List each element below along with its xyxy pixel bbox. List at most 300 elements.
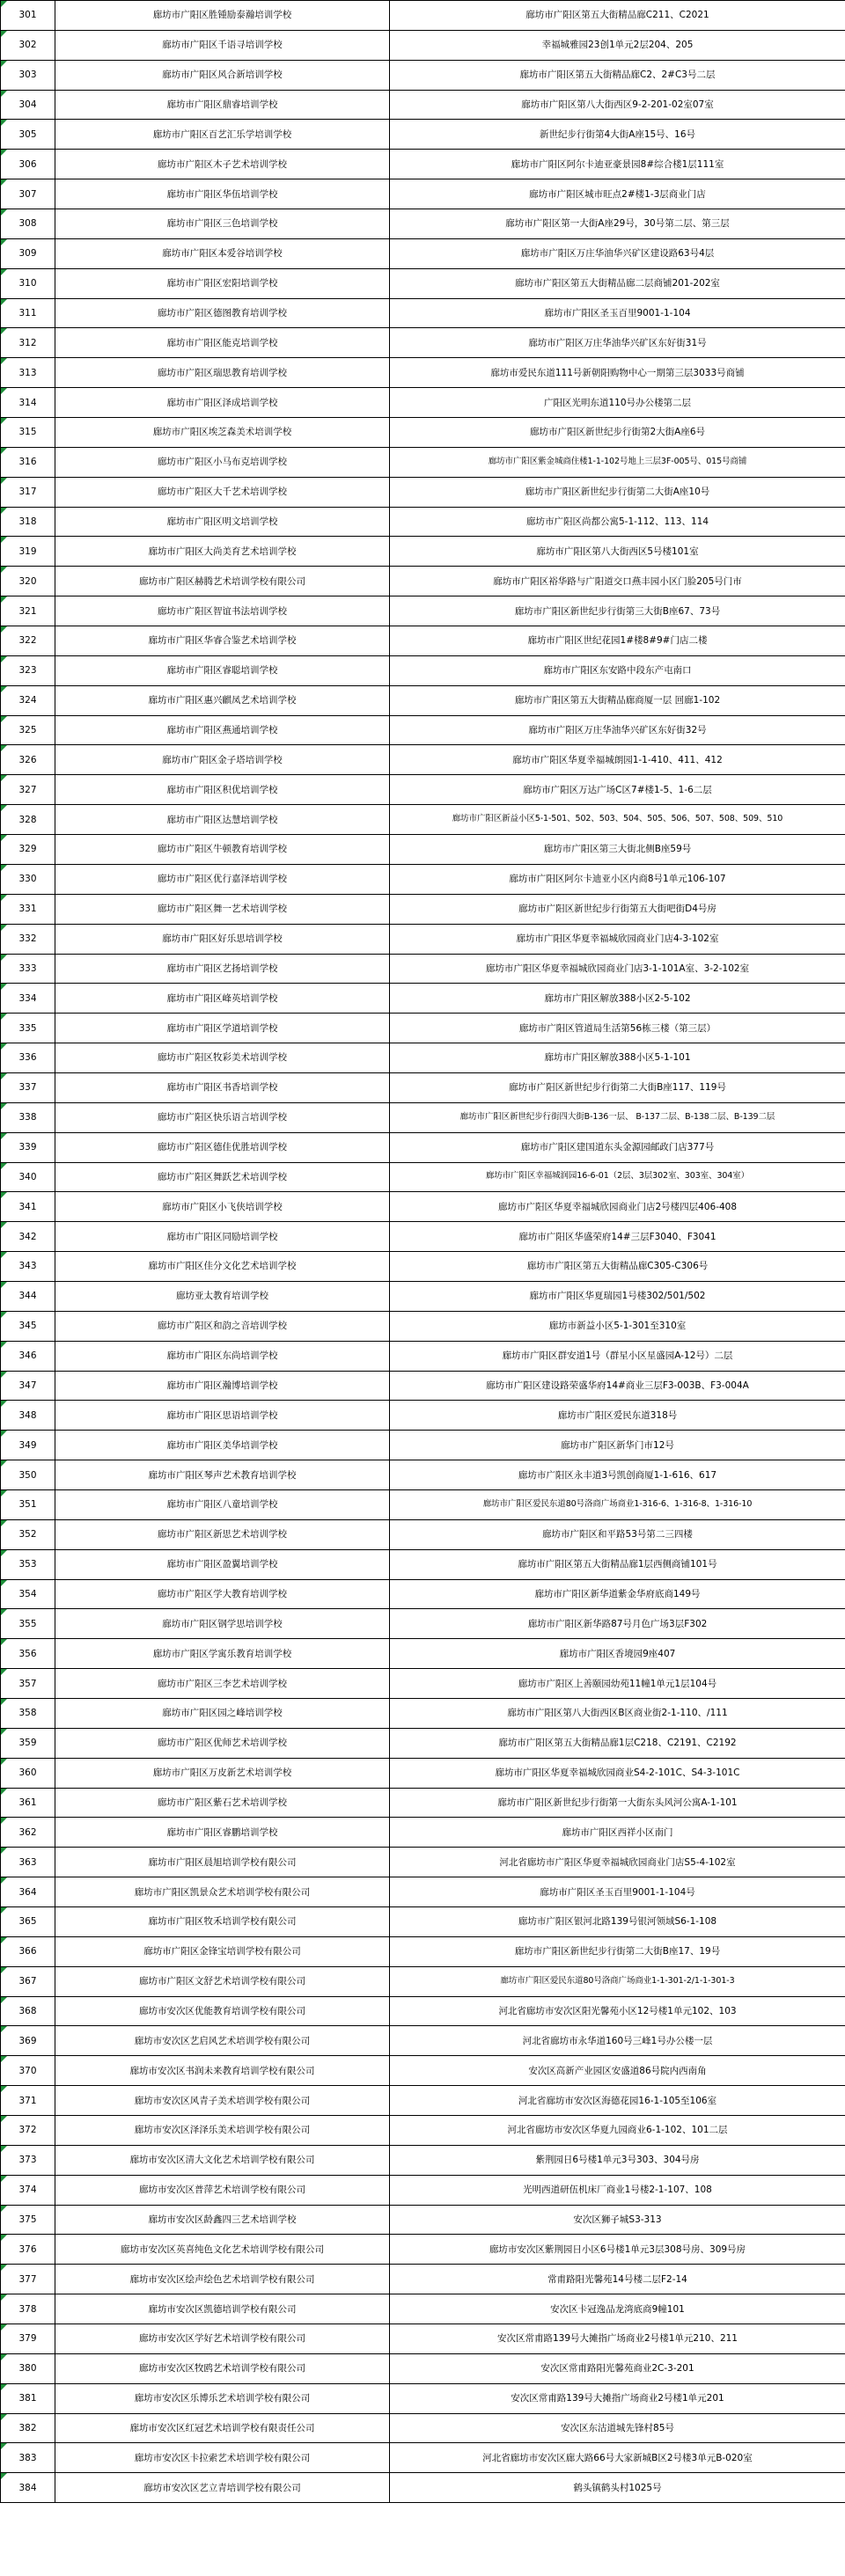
row-number-cell[interactable]: 323 xyxy=(1,655,55,685)
table-row[interactable] xyxy=(1,1788,845,1818)
table-row[interactable] xyxy=(1,894,845,924)
school-name-cell[interactable]: 廊坊市广阳区新思艺术培训学校 xyxy=(55,1519,390,1549)
table-row[interactable] xyxy=(1,924,845,954)
address-cell[interactable]: 廊坊市广阳区第五大街精品廊二层商铺201-202室 xyxy=(390,268,845,298)
row-number-cell[interactable]: 328 xyxy=(1,805,55,835)
row-number-cell[interactable]: 329 xyxy=(1,835,55,865)
address-cell[interactable]: 廊坊市广阳区管道局生活第56栋三楼（第三层） xyxy=(390,1014,845,1043)
address-cell[interactable]: 廊坊市广阳区银河北路139号银河领域S6-1-108 xyxy=(390,1907,845,1937)
address-cell[interactable]: 廊坊市广阳区新世纪步行街第二大街A座10号 xyxy=(390,477,845,507)
row-number-cell[interactable]: 373 xyxy=(1,2145,55,2175)
table-row[interactable] xyxy=(1,1132,845,1162)
row-number-cell[interactable]: 325 xyxy=(1,715,55,745)
row-number-cell[interactable]: 326 xyxy=(1,745,55,775)
row-number-cell[interactable]: 368 xyxy=(1,1996,55,2026)
school-name-cell[interactable]: 廊坊市广阳区百艺汇乐学培训学校 xyxy=(55,120,390,150)
address-cell[interactable]: 廊坊市广阳区万庄华油华兴矿区建设路63号4层 xyxy=(390,238,845,268)
school-name-cell[interactable]: 廊坊市安次区学好艺术培训学校有限公司 xyxy=(55,2324,390,2354)
school-name-cell[interactable]: 廊坊市安次区牧鸥艺术培训学校有限公司 xyxy=(55,2353,390,2383)
row-number-cell[interactable]: 318 xyxy=(1,507,55,537)
row-number-cell[interactable]: 351 xyxy=(1,1489,55,1519)
address-cell[interactable]: 廊坊市广阳区新华道紫金华府底商149号 xyxy=(390,1579,845,1609)
table-row[interactable] xyxy=(1,1848,845,1877)
school-name-cell[interactable]: 廊坊市广阳区学大教育培训学校 xyxy=(55,1579,390,1609)
address-cell[interactable]: 安次区东沽道城先锋村85号 xyxy=(390,2413,845,2443)
table-row[interactable] xyxy=(1,2145,845,2175)
row-number-cell[interactable]: 347 xyxy=(1,1371,55,1401)
table-row[interactable] xyxy=(1,537,845,567)
table-row[interactable] xyxy=(1,120,845,150)
address-cell[interactable]: 新世纪步行街第4大街A座15号、16号 xyxy=(390,120,845,150)
address-cell[interactable]: 廊坊市广阳区第八大街西区5号楼101室 xyxy=(390,537,845,567)
row-number-cell[interactable]: 320 xyxy=(1,567,55,596)
address-cell[interactable]: 廊坊市广阳区第一大街A座29号，30号第二层、第三层 xyxy=(390,209,845,239)
row-number-cell[interactable]: 363 xyxy=(1,1848,55,1877)
address-cell[interactable]: 廊坊市广阳区第五大街精品廊商厦一层 回廊1-102 xyxy=(390,685,845,715)
row-number-cell[interactable]: 372 xyxy=(1,2116,55,2146)
table-row[interactable] xyxy=(1,1102,845,1132)
table-row[interactable] xyxy=(1,1281,845,1311)
school-name-cell[interactable]: 廊坊市广阳区八童培训学校 xyxy=(55,1489,390,1519)
table-row[interactable] xyxy=(1,1818,845,1848)
row-number-cell[interactable]: 306 xyxy=(1,150,55,179)
address-cell[interactable]: 廊坊市广阳区爱民东道318号 xyxy=(390,1401,845,1431)
table-row[interactable] xyxy=(1,1549,845,1579)
address-cell[interactable]: 廊坊市广阳区阿尔卡迪亚豪景园8#综合楼1层111室 xyxy=(390,150,845,179)
address-cell[interactable]: 廊坊市广阳区新世纪步行街第二大街B座117、119号 xyxy=(390,1072,845,1102)
school-name-cell[interactable]: 廊坊市广阳区优师艺术培训学校 xyxy=(55,1728,390,1758)
address-cell[interactable]: 廊坊市广阳区永丰道3号凯创商厦1-1-616、617 xyxy=(390,1460,845,1490)
row-number-cell[interactable]: 302 xyxy=(1,30,55,60)
table-row[interactable] xyxy=(1,1460,845,1490)
school-name-cell[interactable]: 廊坊市广阳区学道培训学校 xyxy=(55,1014,390,1043)
school-name-cell[interactable]: 廊坊市广阳区胜锺励泰瀚培训学校 xyxy=(55,1,390,31)
table-row[interactable] xyxy=(1,1401,845,1431)
school-name-cell[interactable]: 廊坊市广阳区艺扬培训学校 xyxy=(55,954,390,984)
table-row[interactable] xyxy=(1,1431,845,1460)
school-name-cell[interactable]: 廊坊市广阳区华伍培训学校 xyxy=(55,179,390,209)
address-cell[interactable]: 廊坊市广阳区新世纪步行街四大街B-136一层、 B-137二层、B-138二层、B-139二层 xyxy=(390,1102,845,1132)
school-name-cell[interactable]: 廊坊市广阳区能克培训学校 xyxy=(55,328,390,358)
address-cell[interactable]: 廊坊市广阳区新华路87号月色广场3层F302 xyxy=(390,1609,845,1639)
table-row[interactable] xyxy=(1,2205,845,2235)
row-number-cell[interactable]: 360 xyxy=(1,1758,55,1788)
address-cell[interactable]: 廊坊市广阳区万达广场C区7#楼1-5、1-6二层 xyxy=(390,775,845,805)
row-number-cell[interactable]: 321 xyxy=(1,596,55,626)
school-name-cell[interactable]: 廊坊市广阳区同励培训学校 xyxy=(55,1222,390,1252)
school-name-cell[interactable]: 廊坊市安次区龄鑫四三艺术培训学校 xyxy=(55,2205,390,2235)
school-name-cell[interactable]: 廊坊市广阳区盈翼培训学校 xyxy=(55,1549,390,1579)
school-name-cell[interactable]: 廊坊市广阳区和韵之音培训学校 xyxy=(55,1311,390,1341)
table-row[interactable] xyxy=(1,1043,845,1073)
table-row[interactable] xyxy=(1,984,845,1014)
school-name-cell[interactable]: 廊坊市广阳区德图教育培训学校 xyxy=(55,298,390,328)
row-number-cell[interactable]: 356 xyxy=(1,1639,55,1669)
school-name-cell[interactable]: 廊坊市广阳区三李艺术培训学校 xyxy=(55,1669,390,1699)
address-cell[interactable]: 廊坊市广阳区爱民东道80号洛商广场商业1-316-6、1-316-8、1-316-10 xyxy=(390,1489,845,1519)
table-row[interactable] xyxy=(1,864,845,894)
table-row[interactable] xyxy=(1,1311,845,1341)
row-number-cell[interactable]: 327 xyxy=(1,775,55,805)
row-number-cell[interactable]: 358 xyxy=(1,1698,55,1728)
row-number-cell[interactable]: 384 xyxy=(1,2473,55,2503)
table-row[interactable] xyxy=(1,298,845,328)
table-row[interactable] xyxy=(1,2056,845,2086)
row-number-cell[interactable]: 312 xyxy=(1,328,55,358)
row-number-cell[interactable]: 343 xyxy=(1,1252,55,1282)
school-name-cell[interactable]: 廊坊市广阳区凯景众艺术培训学校有限公司 xyxy=(55,1877,390,1907)
row-number-cell[interactable]: 348 xyxy=(1,1401,55,1431)
row-number-cell[interactable]: 334 xyxy=(1,984,55,1014)
address-cell[interactable]: 廊坊市广阳区新世纪步行街第二大街B座17、19号 xyxy=(390,1936,845,1966)
row-number-cell[interactable]: 339 xyxy=(1,1132,55,1162)
row-number-cell[interactable]: 333 xyxy=(1,954,55,984)
school-name-cell[interactable]: 廊坊市广阳区舞一艺术培训学校 xyxy=(55,894,390,924)
row-number-cell[interactable]: 314 xyxy=(1,388,55,418)
school-name-cell[interactable]: 廊坊市安次区凯德培训学校有限公司 xyxy=(55,2294,390,2324)
row-number-cell[interactable]: 366 xyxy=(1,1936,55,1966)
school-name-cell[interactable]: 廊坊市广阳区大尚美育艺术培训学校 xyxy=(55,537,390,567)
address-cell[interactable]: 廊坊市广阳区解放388小区5-1-101 xyxy=(390,1043,845,1073)
address-cell[interactable]: 廊坊市广阳区解放388小区2-5-102 xyxy=(390,984,845,1014)
school-name-cell[interactable]: 廊坊市安次区书润未来教育培训学校有限公司 xyxy=(55,2056,390,2086)
row-number-cell[interactable]: 383 xyxy=(1,2443,55,2473)
address-cell[interactable]: 安次区卡冠逸品龙湾底商9幢101 xyxy=(390,2294,845,2324)
row-number-cell[interactable]: 308 xyxy=(1,209,55,239)
table-row[interactable] xyxy=(1,238,845,268)
table-row[interactable] xyxy=(1,1996,845,2026)
row-number-cell[interactable]: 310 xyxy=(1,268,55,298)
row-number-cell[interactable]: 337 xyxy=(1,1072,55,1102)
school-name-cell[interactable]: 廊坊市广阳区牧彩美术培训学校 xyxy=(55,1043,390,1073)
table-row[interactable] xyxy=(1,2294,845,2324)
school-name-cell[interactable]: 廊坊市广阳区金子塔培训学校 xyxy=(55,745,390,775)
school-name-cell[interactable]: 廊坊市广阳区牛顿教育培训学校 xyxy=(55,835,390,865)
address-cell[interactable]: 河北省廊坊市广阳区华夏幸福城欣园商业门店S5-4-102室 xyxy=(390,1848,845,1877)
address-cell[interactable]: 廊坊市广阳区第五大街精品廊C2、2#C3号二层 xyxy=(390,60,845,90)
school-name-cell[interactable]: 廊坊市广阳区宏阳培训学校 xyxy=(55,268,390,298)
table-row[interactable] xyxy=(1,715,845,745)
table-row[interactable] xyxy=(1,2473,845,2503)
school-name-cell[interactable]: 廊坊市广阳区舞跃艺术培训学校 xyxy=(55,1162,390,1192)
table-row[interactable] xyxy=(1,2443,845,2473)
address-cell[interactable]: 光明西道研伍机床厂商业1号楼2-1-107、108 xyxy=(390,2175,845,2205)
table-row[interactable] xyxy=(1,209,845,239)
table-row[interactable] xyxy=(1,626,845,656)
address-cell[interactable]: 鹤头镇鹤头村1025号 xyxy=(390,2473,845,2503)
row-number-cell[interactable]: 340 xyxy=(1,1162,55,1192)
address-cell[interactable]: 廊坊市广阳区华夏幸福城欣园商业门店3-1-101A室、3-2-102室 xyxy=(390,954,845,984)
address-cell[interactable]: 廊坊市广阳区西祥小区南门 xyxy=(390,1818,845,1848)
school-name-cell[interactable]: 廊坊市广阳区文舒艺术培训学校有限公司 xyxy=(55,1966,390,1996)
row-number-cell[interactable]: 335 xyxy=(1,1014,55,1043)
school-name-cell[interactable]: 廊坊市广阳区明文培训学校 xyxy=(55,507,390,537)
row-number-cell[interactable]: 313 xyxy=(1,358,55,388)
row-number-cell[interactable]: 346 xyxy=(1,1341,55,1371)
row-number-cell[interactable]: 316 xyxy=(1,447,55,477)
row-number-cell[interactable]: 301 xyxy=(1,1,55,31)
row-number-cell[interactable]: 349 xyxy=(1,1431,55,1460)
school-name-cell[interactable]: 廊坊市广阳区鼎睿培训学校 xyxy=(55,90,390,120)
address-cell[interactable]: 廊坊市广阳区新益小区5-1-501、502、503、504、505、506、507、508、509、510 xyxy=(390,805,845,835)
school-name-cell[interactable]: 廊坊市广阳区本爱谷培训学校 xyxy=(55,238,390,268)
table-row[interactable] xyxy=(1,2116,845,2146)
table-row[interactable] xyxy=(1,1,845,31)
school-name-cell[interactable]: 廊坊市广阳区华睿合鉴艺术培训学校 xyxy=(55,626,390,656)
address-cell[interactable]: 廊坊市广阳区第五大街精品廊1层西侧商铺101号 xyxy=(390,1549,845,1579)
address-cell[interactable]: 廊坊市广阳区香境园9座407 xyxy=(390,1639,845,1669)
table-row[interactable] xyxy=(1,805,845,835)
school-name-cell[interactable]: 廊坊市广阳区小飞侠培训学校 xyxy=(55,1192,390,1222)
table-row[interactable] xyxy=(1,655,845,685)
table-row[interactable] xyxy=(1,30,845,60)
address-cell[interactable]: 廊坊市广阳区新世纪步行街第2大街A座6号 xyxy=(390,418,845,448)
table-row[interactable] xyxy=(1,1728,845,1758)
address-cell[interactable]: 幸福城雅园23创1单元2层204、205 xyxy=(390,30,845,60)
school-name-cell[interactable]: 廊坊市广阳区木子艺术培训学校 xyxy=(55,150,390,179)
school-name-cell[interactable]: 廊坊市广阳区优行嘉泽培训学校 xyxy=(55,864,390,894)
address-cell[interactable]: 廊坊市广阳区尚都公寓5-1-112、113、114 xyxy=(390,507,845,537)
school-name-cell[interactable]: 廊坊市广阳区美华培训学校 xyxy=(55,1431,390,1460)
table-row[interactable] xyxy=(1,1609,845,1639)
address-cell[interactable]: 廊坊市广阳区第八大街西区B区商业街2-1-110、/111 xyxy=(390,1698,845,1728)
school-name-cell[interactable]: 廊坊市广阳区泽成培训学校 xyxy=(55,388,390,418)
table-row[interactable] xyxy=(1,2265,845,2294)
address-cell[interactable]: 廊坊市广阳区和平路53号第二三四楼 xyxy=(390,1519,845,1549)
address-cell[interactable]: 河北省廊坊市安次区阳光馨苑小区12号楼1单元102、103 xyxy=(390,1996,845,2026)
address-cell[interactable]: 安次区狮子城S3-313 xyxy=(390,2205,845,2235)
table-row[interactable] xyxy=(1,954,845,984)
school-name-cell[interactable]: 廊坊市广阳区三色培训学校 xyxy=(55,209,390,239)
school-name-cell[interactable]: 廊坊市安次区泽泽乐美术培训学校有限公司 xyxy=(55,2116,390,2146)
row-number-cell[interactable]: 319 xyxy=(1,537,55,567)
table-row[interactable] xyxy=(1,1014,845,1043)
table-row[interactable] xyxy=(1,596,845,626)
table-row[interactable] xyxy=(1,1877,845,1907)
row-number-cell[interactable]: 369 xyxy=(1,2026,55,2056)
school-name-cell[interactable]: 廊坊市广阳区风合新培训学校 xyxy=(55,60,390,90)
address-cell[interactable]: 廊坊市广阳区幸福城润园16-6-01（2层、3层302室、303室、304室） xyxy=(390,1162,845,1192)
address-cell[interactable]: 廊坊市广阳区华夏幸福城朗园1-1-410、411、412 xyxy=(390,745,845,775)
row-number-cell[interactable]: 382 xyxy=(1,2413,55,2443)
row-number-cell[interactable]: 375 xyxy=(1,2205,55,2235)
school-name-cell[interactable]: 廊坊市安次区艺启风艺术培训学校有限公司 xyxy=(55,2026,390,2056)
table-row[interactable] xyxy=(1,1579,845,1609)
table-row[interactable] xyxy=(1,150,845,179)
table-row[interactable] xyxy=(1,745,845,775)
address-cell[interactable]: 廊坊市广阳区华夏幸福城欣园商业S4-2-101C、S4-3-101C xyxy=(390,1758,845,1788)
address-cell[interactable]: 廊坊市广阳区新世纪步行街第一大街东头风河公寓A-1-101 xyxy=(390,1788,845,1818)
table-row[interactable] xyxy=(1,388,845,418)
school-name-cell[interactable]: 廊坊市广阳区睿聪培训学校 xyxy=(55,655,390,685)
table-row[interactable] xyxy=(1,2235,845,2265)
school-name-cell[interactable]: 廊坊市安次区卡拉索艺术培训学校有限公司 xyxy=(55,2443,390,2473)
row-number-cell[interactable]: 342 xyxy=(1,1222,55,1252)
school-name-cell[interactable]: 廊坊市广阳区瀚博培训学校 xyxy=(55,1371,390,1401)
address-cell[interactable]: 廊坊市广阳区裕华路与广阳道交口燕丰园小区门脸205号门市 xyxy=(390,567,845,596)
table-row[interactable] xyxy=(1,1072,845,1102)
row-number-cell[interactable]: 324 xyxy=(1,685,55,715)
school-name-cell[interactable]: 廊坊市广阳区学寓乐教育培训学校 xyxy=(55,1639,390,1669)
row-number-cell[interactable]: 315 xyxy=(1,418,55,448)
address-cell[interactable]: 廊坊市广阳区圣玉百里9001-1-104 xyxy=(390,298,845,328)
table-row[interactable] xyxy=(1,567,845,596)
table-row[interactable] xyxy=(1,2175,845,2205)
school-name-cell[interactable]: 廊坊市广阳区埃芝森美术培训学校 xyxy=(55,418,390,448)
table-row[interactable] xyxy=(1,1639,845,1669)
school-name-cell[interactable]: 廊坊市广阳区好乐思培训学校 xyxy=(55,924,390,954)
address-cell[interactable]: 廊坊市广阳区第五大街精品廊C305-C306号 xyxy=(390,1252,845,1282)
address-cell[interactable]: 廊坊市广阳区上善颐园幼苑11幢1单元1层104号 xyxy=(390,1669,845,1699)
row-number-cell[interactable]: 354 xyxy=(1,1579,55,1609)
school-name-cell[interactable]: 廊坊亚太教育培训学校 xyxy=(55,1281,390,1311)
address-cell[interactable]: 廊坊市广阳区建国道东头金源园邮政门店377号 xyxy=(390,1132,845,1162)
row-number-cell[interactable]: 355 xyxy=(1,1609,55,1639)
address-cell[interactable]: 廊坊市广阳区圣玉百里9001-1-104号 xyxy=(390,1877,845,1907)
table-row[interactable] xyxy=(1,1489,845,1519)
table-row[interactable] xyxy=(1,2324,845,2354)
address-cell[interactable]: 廊坊市广阳区新世纪步行街第三大街B座67、73号 xyxy=(390,596,845,626)
row-number-cell[interactable]: 378 xyxy=(1,2294,55,2324)
school-name-cell[interactable]: 廊坊市广阳区惠兴麒凤艺术培训学校 xyxy=(55,685,390,715)
table-row[interactable] xyxy=(1,507,845,537)
table-row[interactable] xyxy=(1,1966,845,1996)
table-row[interactable] xyxy=(1,1936,845,1966)
school-name-cell[interactable]: 廊坊市安次区红冠艺术培训学校有限责任公司 xyxy=(55,2413,390,2443)
school-name-cell[interactable]: 廊坊市广阳区紫石艺术培训学校 xyxy=(55,1788,390,1818)
address-cell[interactable]: 廊坊市广阳区第五大街精品廊1层C218、C2191、C2192 xyxy=(390,1728,845,1758)
school-name-cell[interactable]: 廊坊市广阳区积优培训学校 xyxy=(55,775,390,805)
address-cell[interactable]: 常甫路阳光馨苑14号楼二层F2-14 xyxy=(390,2265,845,2294)
table-row[interactable] xyxy=(1,1222,845,1252)
table-row[interactable] xyxy=(1,358,845,388)
address-cell[interactable]: 廊坊市广阳区阿尔卡迪亚小区内商8号1单元106-107 xyxy=(390,864,845,894)
school-name-cell[interactable]: 廊坊市广阳区钢学思培训学校 xyxy=(55,1609,390,1639)
address-cell[interactable]: 廊坊市安次区紫荆园日小区6号楼1单元3层308号房、309号房 xyxy=(390,2235,845,2265)
school-name-cell[interactable]: 廊坊市广阳区琴声艺术教育培训学校 xyxy=(55,1460,390,1490)
address-cell[interactable]: 廊坊市广阳区新华门市12号 xyxy=(390,1431,845,1460)
row-number-cell[interactable]: 331 xyxy=(1,894,55,924)
table-row[interactable] xyxy=(1,447,845,477)
table-row[interactable] xyxy=(1,1371,845,1401)
school-name-cell[interactable]: 廊坊市广阳区快乐语言培训学校 xyxy=(55,1102,390,1132)
row-number-cell[interactable]: 341 xyxy=(1,1192,55,1222)
school-name-cell[interactable]: 廊坊市广阳区睿鹏培训学校 xyxy=(55,1818,390,1848)
row-number-cell[interactable]: 311 xyxy=(1,298,55,328)
school-name-cell[interactable]: 廊坊市广阳区小马布克培训学校 xyxy=(55,447,390,477)
address-cell[interactable]: 紫荆园日6号楼1单元3号303、304号房 xyxy=(390,2145,845,2175)
row-number-cell[interactable]: 376 xyxy=(1,2235,55,2265)
address-cell[interactable]: 廊坊市广阳区万庄华油华兴矿区东好街31号 xyxy=(390,328,845,358)
school-name-cell[interactable]: 廊坊市广阳区牧禾培训学校有限公司 xyxy=(55,1907,390,1937)
school-name-cell[interactable]: 廊坊市安次区英喜纯色文化艺术培训学校有限公司 xyxy=(55,2235,390,2265)
address-cell[interactable]: 廊坊市广阳区华夏幸福城欣园商业门店4-3-102室 xyxy=(390,924,845,954)
school-name-cell[interactable]: 廊坊市广阳区德佳优胜培训学校 xyxy=(55,1132,390,1162)
address-cell[interactable]: 廊坊市新益小区5-1-301至310室 xyxy=(390,1311,845,1341)
school-name-cell[interactable]: 廊坊市安次区艺立青培训学校有限公司 xyxy=(55,2473,390,2503)
row-number-cell[interactable]: 304 xyxy=(1,90,55,120)
row-number-cell[interactable]: 344 xyxy=(1,1281,55,1311)
row-number-cell[interactable]: 357 xyxy=(1,1669,55,1699)
row-number-cell[interactable]: 353 xyxy=(1,1549,55,1579)
table-row[interactable] xyxy=(1,179,845,209)
address-cell[interactable]: 河北省廊坊市安次区廊大路66号大家新城B区2号楼3单元B-020室 xyxy=(390,2443,845,2473)
school-name-cell[interactable]: 廊坊市广阳区思语培训学校 xyxy=(55,1401,390,1431)
row-number-cell[interactable]: 338 xyxy=(1,1102,55,1132)
table-row[interactable] xyxy=(1,1698,845,1728)
row-number-cell[interactable]: 377 xyxy=(1,2265,55,2294)
table-row[interactable] xyxy=(1,2086,845,2116)
table-row[interactable] xyxy=(1,835,845,865)
table-row[interactable] xyxy=(1,418,845,448)
address-cell[interactable]: 廊坊市广阳区世纪花园1#楼8#9#门店二楼 xyxy=(390,626,845,656)
row-number-cell[interactable]: 303 xyxy=(1,60,55,90)
row-number-cell[interactable]: 381 xyxy=(1,2383,55,2413)
table-row[interactable] xyxy=(1,90,845,120)
address-cell[interactable]: 广阳区光明东道110号办公楼第二层 xyxy=(390,388,845,418)
table-row[interactable] xyxy=(1,1519,845,1549)
row-number-cell[interactable]: 332 xyxy=(1,924,55,954)
school-name-cell[interactable]: 廊坊市广阳区金锋宝培训学校有限公司 xyxy=(55,1936,390,1966)
school-name-cell[interactable]: 廊坊市广阳区千语寻培训学校 xyxy=(55,30,390,60)
address-cell[interactable]: 河北省廊坊市安次区华夏九园商业6-1-102、101二层 xyxy=(390,2116,845,2146)
school-name-cell[interactable]: 廊坊市广阳区瑞思教育培训学校 xyxy=(55,358,390,388)
row-number-cell[interactable]: 322 xyxy=(1,626,55,656)
row-number-cell[interactable]: 379 xyxy=(1,2324,55,2354)
table-row[interactable] xyxy=(1,1341,845,1371)
row-number-cell[interactable]: 317 xyxy=(1,477,55,507)
row-number-cell[interactable]: 305 xyxy=(1,120,55,150)
table-row[interactable] xyxy=(1,1252,845,1282)
address-cell[interactable]: 廊坊市广阳区城市旺点2#楼1-3层商业门店 xyxy=(390,179,845,209)
row-number-cell[interactable]: 359 xyxy=(1,1728,55,1758)
table-row[interactable] xyxy=(1,60,845,90)
row-number-cell[interactable]: 330 xyxy=(1,864,55,894)
table-row[interactable] xyxy=(1,1758,845,1788)
school-name-cell[interactable]: 廊坊市广阳区达慧培训学校 xyxy=(55,805,390,835)
address-cell[interactable]: 安次区常甫路阳光馨苑商业2C-3-201 xyxy=(390,2353,845,2383)
table-row[interactable] xyxy=(1,2026,845,2056)
address-cell[interactable]: 廊坊市广阳区第八大街西区9-2-201-02室07室 xyxy=(390,90,845,120)
row-number-cell[interactable]: 364 xyxy=(1,1877,55,1907)
row-number-cell[interactable]: 371 xyxy=(1,2086,55,2116)
table-row[interactable] xyxy=(1,775,845,805)
table-row[interactable] xyxy=(1,328,845,358)
row-number-cell[interactable]: 365 xyxy=(1,1907,55,1937)
address-cell[interactable]: 廊坊市广阳区东安路中段东产屯南口 xyxy=(390,655,845,685)
address-cell[interactable]: 安次区高新产业园区安盛道86号院内西南角 xyxy=(390,2056,845,2086)
address-cell[interactable]: 安次区常甫路139号大摊指广场商业2号楼1单元201 xyxy=(390,2383,845,2413)
row-number-cell[interactable]: 361 xyxy=(1,1788,55,1818)
table-row[interactable] xyxy=(1,685,845,715)
school-name-cell[interactable]: 廊坊市广阳区万皮新艺术培训学校 xyxy=(55,1758,390,1788)
school-name-cell[interactable]: 廊坊市广阳区书香培训学校 xyxy=(55,1072,390,1102)
row-number-cell[interactable]: 367 xyxy=(1,1966,55,1996)
row-number-cell[interactable]: 350 xyxy=(1,1460,55,1490)
address-cell[interactable]: 廊坊市广阳区第三大街北侧B座59号 xyxy=(390,835,845,865)
school-name-cell[interactable]: 廊坊市广阳区大千艺术培训学校 xyxy=(55,477,390,507)
address-cell[interactable]: 廊坊市广阳区紫金城商住楼1-1-102号地上三层3F-005号、015号商铺 xyxy=(390,447,845,477)
table-row[interactable] xyxy=(1,2353,845,2383)
school-name-cell[interactable]: 廊坊市安次区普萍艺术培训学校有限公司 xyxy=(55,2175,390,2205)
address-cell[interactable]: 安次区常甫路139号大摊指广场商业2号楼1单元210、211 xyxy=(390,2324,845,2354)
school-name-cell[interactable]: 廊坊市广阳区燕通培训学校 xyxy=(55,715,390,745)
address-cell[interactable]: 河北省廊坊市永华道160号三峰1号办公楼一层 xyxy=(390,2026,845,2056)
table-row[interactable] xyxy=(1,1162,845,1192)
address-cell[interactable]: 廊坊市广阳区华盛荣府14#三层F3040、F3041 xyxy=(390,1222,845,1252)
address-cell[interactable]: 廊坊市爱民东道111号新朝阳购物中心一期第三层3033号商铺 xyxy=(390,358,845,388)
table-row[interactable] xyxy=(1,268,845,298)
